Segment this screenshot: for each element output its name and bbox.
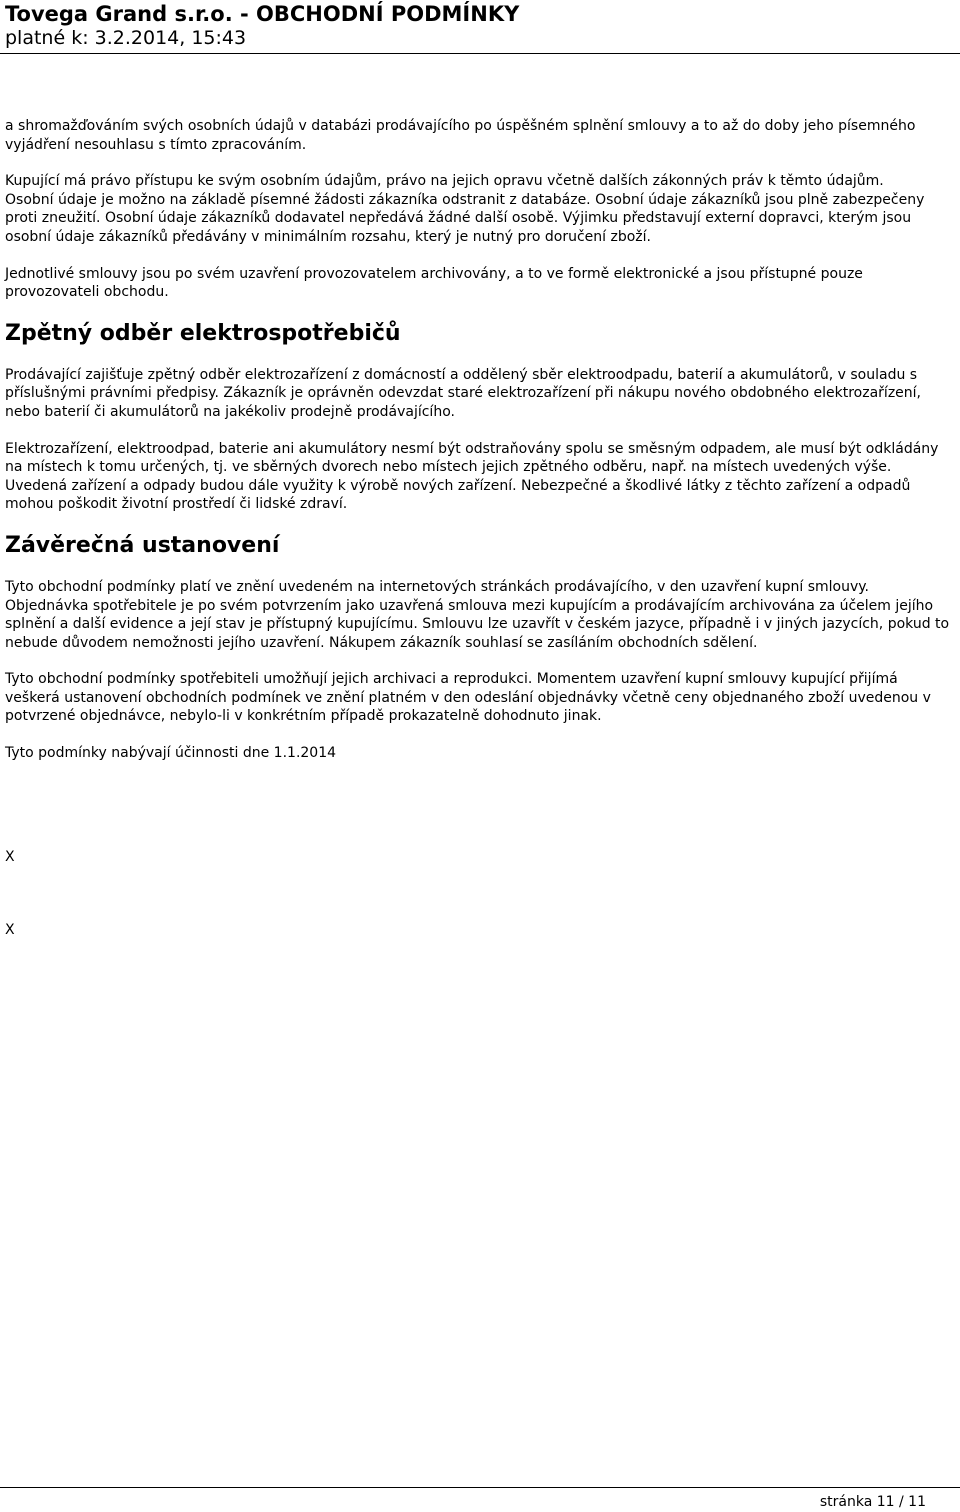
header-divider [0, 53, 960, 54]
footer-divider [0, 1487, 960, 1488]
paragraph-data-processing-end: a shromažďováním svých osobních údajů v databázi prodávajícího po úspěšném splnění smlouvy a to až do doby jeho písemného vyjádření nesouhlasu s tímto zpracováním. [5, 118, 916, 153]
document-body [5, 117, 950, 781]
page-number: stránka 11 / 11 [819, 1494, 926, 1510]
document-header [5, 2, 955, 50]
mark-x-2: X [5, 922, 15, 938]
paragraph-validity: Tyto obchodní podmínky platí ve znění uvedeném na internetových stránkách prodávajícího, v den uzavření kupní smlouvy. Objednávka spotřebitele je po svém potvrzením jako uzavřená smlouva mezi kupujícím a prodávajícím archivována za účelem jejího splnění a další evidence a její stav je přístupný kupujícímu. Smlouvu lze uzavřít v českém jazyce, případně i v jiných jazycích, pokud to nebude důvodem nemožnosti jejího uzavření. Nákupem zákazník souhlasí se zasíláním obchodních sdělení. [5, 578, 950, 651]
paragraph-takeback: Prodávající zajišťuje zpětný odběr elektrozařízení z domácností a oddělený sběr elektroodpadu, baterií a akumulátorů, v souladu s příslušnými právními předpisy. Zákazník je oprávněn odevzdat staré elektrozařízení při nákupu nového obdobného elektrozařízení, nebo baterií či akumulátorů na jakékoliv prodejně prodávajícího. [5, 366, 921, 420]
paragraph-access-rights: Kupující má právo přístupu ke svým osobním údajům, právo na jejich opravu včetně dalších zákonných práv k těmto údajům. [5, 173, 884, 190]
heading-recycling: Zpětný odběr elektrospotřebičů [5, 320, 401, 346]
validity-date: platné k: 3.2.2014, 15:43 [5, 27, 247, 49]
paragraph-archiving: Jednotlivé smlouvy jsou po svém uzavření provozovatelem archivovány, a to ve formě elektronické a jsou přístupné pouze provozovateli obchodu. [5, 265, 863, 301]
paragraph-effective-date: Tyto podmínky nabývají účinnosti dne 1.1.2014 [5, 745, 337, 762]
mark-x-1: X [5, 849, 15, 865]
paragraph-archive-reproduction: Tyto obchodní podmínky spotřebiteli umožňují jejich archivaci a reprodukci. Momentem uzavření kupní smlouvy kupující přijímá veškerá ustanovení obchodních podmínek ve znění platném v den odeslání objednávky včetně ceny objednaného zboží uvedenou v potvrzené objednávce, nebylo-li v konkrétním případě prokazatelně dohodnuto jinak. [5, 671, 931, 725]
document-title: Tovega Grand s.r.o. - OBCHODNÍ PODMÍNKY [5, 2, 520, 26]
paragraph-data-removal: Osobní údaje je možno na základě písemné žádosti zákazníka odstranit z databáze. Osobní údaje zákazníků jsou plně zabezpečeny proti zneužití. Osobní údaje zákazníků dodavatel nepředává žádné další osobě. Výjimku představují externí dopravci, kterým jsou osobní údaje zákazníků předávány v minimálním rozsahu, který je nutný pro doručení zboží. [5, 191, 925, 245]
paragraph-disposal: Elektrozařízení, elektroodpad, baterie ani akumulátory nesmí být odstraňovány spolu se směsným odpadem, ale musí být odkládány na místech k tomu určených, tj. ve sběrných dvorech nebo místech jejich zpětného odběru, např. na místech uvedených výše. Uvedená zařízení a odpady budou dále využity k výrobě nových zařízení. Nebezpečné a škodlivé látky z těchto zařízení a odpadů mohou poškodit životní prostředí či lidské zdraví. [5, 440, 939, 513]
heading-final-provisions: Závěrečná ustanovení [5, 532, 280, 558]
